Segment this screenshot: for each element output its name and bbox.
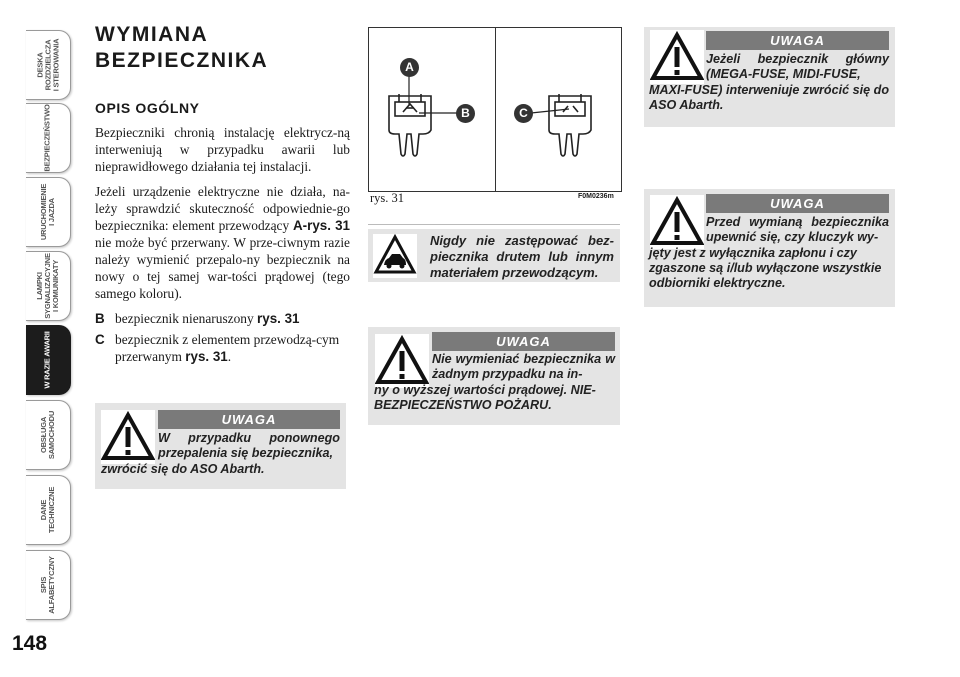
tab-deska[interactable]: DESKA ROZDZIELCZA I STEROWANIA [26, 30, 71, 100]
page-number: 148 [12, 632, 48, 655]
tab-lampki[interactable]: LAMPKI SYGNALIZACYJNE I KOMUNIKATY [26, 251, 71, 321]
uwaga-header: UWAGA [432, 332, 615, 351]
label-a: A [400, 58, 419, 77]
uwaga-header: UWAGA [158, 410, 340, 429]
warning-box-ignition: UWAGA Przed wymianą bezpiecznika upewnić się, czy kluczyk wy- jęty jest z wyłącznika zapłonu i czy zgaszone są i/lub wyłączone wszystkie odbiorniki elektryczne. [644, 189, 895, 307]
tab-dane[interactable]: DANE TECHNICZNE [26, 475, 71, 545]
tab-obsluga[interactable]: OBSŁUGA SAMOCHODU [26, 400, 71, 470]
warning-triangle-icon [101, 410, 155, 464]
warning-triangle-icon [650, 30, 704, 84]
warning-box-rating: UWAGA Nie wymieniać bezpiecznika w żadnym przypadku na in- ny o wyższej wartości prądowej. NIE-BEZPIECZEŃSTWO POŻARU. [368, 327, 620, 425]
tab-spis[interactable]: SPIS ALFABETYCZNY [26, 550, 71, 620]
figure-code: F0M0236m [578, 193, 614, 200]
car-warning-icon [373, 234, 417, 278]
warning-box-main-fuse: UWAGA Jeżeli bezpiecznik główny (MEGA-FUSE, MIDI-FUSE, MAXI-FUSE) interweniuje zwrócić się do ASO Abarth. [644, 27, 895, 127]
list-item: C bezpiecznik z elementem przewodzą-cym przerwanym rys. 31. [95, 332, 340, 364]
paragraph-intro: Bezpieczniki chronią instalację elektrycz-ną interweniują w przypadku awarii lub nieprawidłowego działania tej instalacji. [95, 125, 350, 174]
fuse-figure [368, 27, 622, 192]
main-column [95, 22, 350, 369]
warning-box-wire: Nigdy nie zastępować bez-piecznika drutem lub innym materiałem przewodzącym. [368, 229, 620, 282]
paragraph-check: Jeżeli urządzenie elektryczne nie działa, na-leży sprawdzić skuteczność odpowiednie-go bezpiecznika: element przewodzący A-rys. 31 nie może być przerwany. W prze-ciwnym razie należy wymienić przepalo-ny bezpiecznik na nowy o tej samej war-tości prądowej (tego samego koloru). [95, 184, 350, 301]
tab-w-razie-awarii[interactable]: W RAZIE AWARII [26, 325, 71, 395]
warning-triangle-icon [650, 195, 704, 249]
uwaga-header: UWAGA [706, 194, 889, 213]
tab-uruchomienie[interactable]: URUCHOMIENIE I JAZDA [26, 177, 71, 247]
section-heading: OPIS OGÓLNY [95, 100, 200, 116]
label-b: B [456, 104, 475, 123]
page-title: WYMIANA BEZPIECZNIKA [95, 23, 269, 72]
uwaga-header: UWAGA [706, 31, 889, 50]
chapter-tabs [0, 0, 78, 677]
warning-triangle-icon [375, 334, 429, 388]
label-c: C [514, 104, 533, 123]
list-item: B bezpiecznik nienaruszony rys. 31 [95, 311, 300, 326]
figure-ref: A-rys. 31 [292, 218, 350, 233]
warning-box-reblown: UWAGA W przypadku ponownego przepalenia się bezpiecznika, zwrócić się do ASO Abarth. [95, 403, 346, 489]
fuse-illustration [369, 28, 621, 191]
tab-bezpieczenstwo[interactable]: BEZPIECZEŃSTWO [26, 103, 71, 173]
figure-caption: rys. 31 [370, 191, 405, 205]
